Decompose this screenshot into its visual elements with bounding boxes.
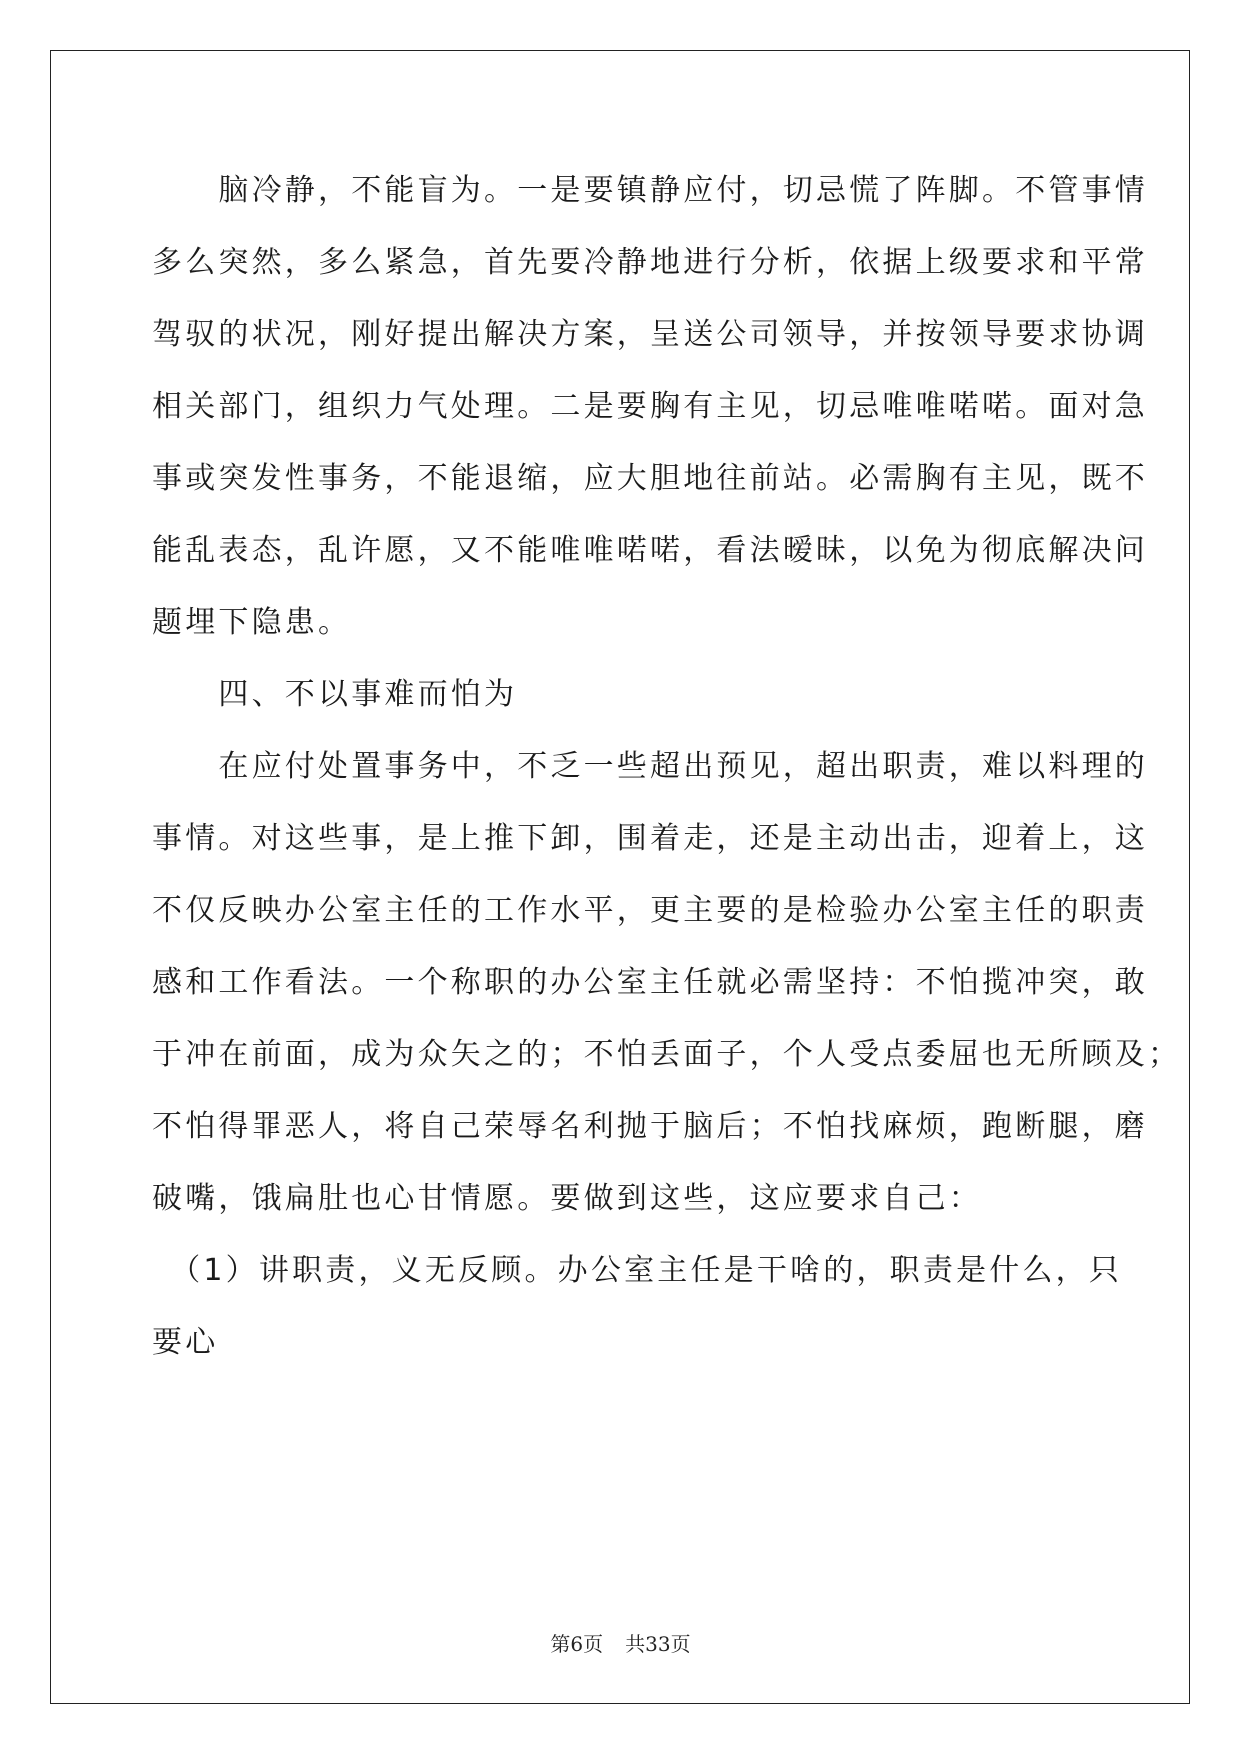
text-line-3: 驾驭的状况，刚好提出解决方案，呈送公司领导，并按领导要求协调 <box>152 317 1148 352</box>
text-line-6: 能乱表态，乱许愿，又不能唯唯喏喏，看法暧昧，以免为彻底解决问 <box>152 533 1148 568</box>
text-line-15: 破嘴，饿扁肚也心甘情愿。要做到这些，这应要求自己： <box>152 1181 982 1216</box>
text-line-7: 题埋下隐患。 <box>152 605 352 640</box>
text-line-11: 不仅反映办公室主任的工作水平，更主要的是检验办公室主任的职责 <box>152 893 1148 928</box>
page-frame <box>50 50 1190 1704</box>
text-line-17: 要心 <box>152 1325 219 1360</box>
text-line-12: 感和工作看法。一个称职的办公室主任就必需坚持：不怕揽冲突，敢 <box>152 965 1148 1000</box>
text-line-13: 于冲在前面，成为众矢之的；不怕丢面子，个人受点委屈也无所顾及； <box>152 1037 1182 1072</box>
text-line-9: 在应付处置事务中，不乏一些超出预见，超出职责，难以料理的 <box>152 749 1148 784</box>
text-line-16: （1）讲职责，义无反顾。办公室主任是干啥的，职责是什么，只 <box>152 1253 1123 1288</box>
text-line-5: 事或突发性事务，不能退缩，应大胆地往前站。必需胸有主见，既不 <box>152 461 1148 496</box>
page-total: 共33页 <box>625 1632 691 1656</box>
text-line-10: 事情。对这些事，是上推下卸，围着走，还是主动出击，迎着上，这 <box>152 821 1148 856</box>
section-heading: 四、不以事难而怕为 <box>152 677 518 712</box>
text-line-1: 脑冷静，不能盲为。一是要镇静应付，切忌慌了阵脚。不管事情 <box>152 173 1148 208</box>
text-line-2: 多么突然，多么紧急，首先要冷静地进行分析，依据上级要求和平常 <box>152 245 1148 280</box>
text-line-14: 不怕得罪恶人，将自己荣辱名利抛于脑后；不怕找麻烦，跑断腿，磨 <box>152 1109 1148 1144</box>
text-line-4: 相关部门，组织力气处理。二是要胸有主见，切忌唯唯喏喏。面对急 <box>152 389 1148 424</box>
page-footer <box>0 1631 1241 1657</box>
page-number: 第6页 <box>550 1632 604 1656</box>
